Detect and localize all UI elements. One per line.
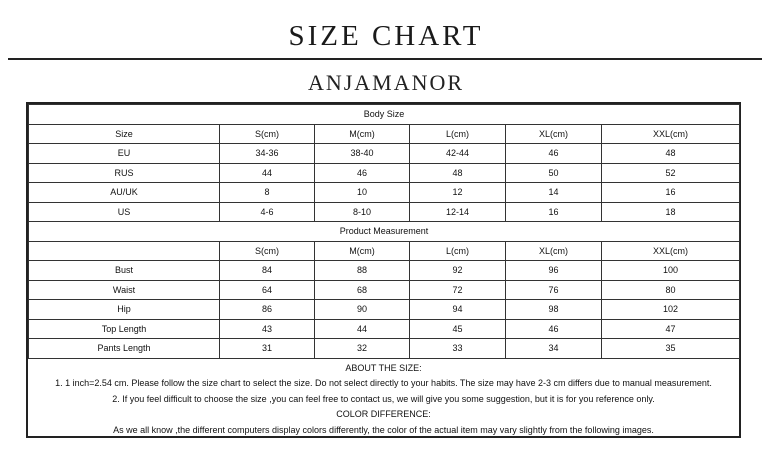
color-difference-note: As we all know ,the different computers display colors differently, the color of the actual item may vary slightly from the following images. <box>113 424 654 435</box>
color-difference-heading: COLOR DIFFERENCE: <box>336 409 431 419</box>
table-cell: 88 <box>315 261 410 281</box>
table-cell: 90 <box>315 300 410 320</box>
body-size-heading: Body Size <box>29 105 740 125</box>
table-cell: 96 <box>506 261 602 281</box>
table-cell: 84 <box>220 261 315 281</box>
table-row <box>29 339 740 359</box>
row-label: AU/UK <box>29 183 220 203</box>
row-label: Top Length <box>29 319 220 339</box>
table-cell: 34-36 <box>220 144 315 164</box>
table-cell: 16 <box>506 202 602 222</box>
table-cell: 50 <box>506 163 602 183</box>
row-label: Pants Length <box>29 339 220 359</box>
table-cell: 4-6 <box>220 202 315 222</box>
table-cell: 86 <box>220 300 315 320</box>
table-cell: 8-10 <box>315 202 410 222</box>
table-cell: 52 <box>602 163 740 183</box>
column-header: S(cm) <box>220 124 315 144</box>
table-cell: 102 <box>602 300 740 320</box>
column-header: L(cm) <box>410 241 506 261</box>
table-row <box>29 261 740 281</box>
row-label: Waist <box>29 280 220 300</box>
table-row <box>29 163 740 183</box>
table-cell: 42-44 <box>410 144 506 164</box>
table-cell: 44 <box>315 319 410 339</box>
table-row <box>29 300 740 320</box>
table-cell: 38-40 <box>315 144 410 164</box>
about-size-note-1: 1. 1 inch=2.54 cm. Please follow the size chart to select the size. Do not select directly to your habits. The size may have 2-3 cm differs due to manual measurement. <box>55 378 712 388</box>
table-cell: 64 <box>220 280 315 300</box>
table-cell: 47 <box>602 319 740 339</box>
table-cell: 48 <box>602 144 740 164</box>
table-cell: 45 <box>410 319 506 339</box>
table-cell: 12 <box>410 183 506 203</box>
table-cell: 98 <box>506 300 602 320</box>
table-cell: 16 <box>602 183 740 203</box>
table-cell: 72 <box>410 280 506 300</box>
product-measurement-heading-row <box>29 222 740 242</box>
table-cell: 46 <box>506 144 602 164</box>
table-cell: 68 <box>315 280 410 300</box>
table-row <box>29 319 740 339</box>
about-size-note-2: 2. If you feel difficult to choose the size ,you can feel free to contact us, we will give you some suggestion, but it is for you reference only. <box>112 393 655 404</box>
size-table <box>28 104 740 359</box>
product-measurement-heading: Product Measurement <box>29 222 740 242</box>
table-row <box>29 144 740 164</box>
column-header: M(cm) <box>315 241 410 261</box>
table-cell: 43 <box>220 319 315 339</box>
row-label: US <box>29 202 220 222</box>
notes-section <box>28 359 739 439</box>
column-header: L(cm) <box>410 124 506 144</box>
table-cell: 34 <box>506 339 602 359</box>
column-header: XXL(cm) <box>602 241 740 261</box>
column-header: Size <box>29 124 220 144</box>
table-cell: 14 <box>506 183 602 203</box>
table-cell: 92 <box>410 261 506 281</box>
table-cell: 10 <box>315 183 410 203</box>
row-label: EU <box>29 144 220 164</box>
column-header: S(cm) <box>220 241 315 261</box>
row-label: Hip <box>29 300 220 320</box>
column-header <box>29 241 220 261</box>
table-cell: 94 <box>410 300 506 320</box>
row-label: RUS <box>29 163 220 183</box>
column-header: XL(cm) <box>506 241 602 261</box>
column-header: XL(cm) <box>506 124 602 144</box>
table-cell: 76 <box>506 280 602 300</box>
table-cell: 18 <box>602 202 740 222</box>
page-title: SIZE CHART <box>288 20 484 52</box>
table-cell: 33 <box>410 339 506 359</box>
body-size-heading-row <box>29 105 740 125</box>
table-cell: 35 <box>602 339 740 359</box>
table-cell: 12-14 <box>410 202 506 222</box>
table-cell: 80 <box>602 280 740 300</box>
product-measurement-column-header-row <box>29 241 740 261</box>
body-size-column-header-row <box>29 124 740 144</box>
column-header: M(cm) <box>315 124 410 144</box>
table-cell: 31 <box>220 339 315 359</box>
table-row <box>29 202 740 222</box>
table-cell: 48 <box>410 163 506 183</box>
size-chart <box>26 102 741 438</box>
about-size-heading: ABOUT THE SIZE: <box>345 362 422 373</box>
table-cell: 100 <box>602 261 740 281</box>
table-cell: 46 <box>506 319 602 339</box>
column-header: XXL(cm) <box>602 124 740 144</box>
title-divider <box>8 58 762 60</box>
table-cell: 8 <box>220 183 315 203</box>
table-cell: 44 <box>220 163 315 183</box>
table-row <box>29 183 740 203</box>
table-row <box>29 280 740 300</box>
table-cell: 32 <box>315 339 410 359</box>
brand-name: ANJAMANOR <box>307 70 465 95</box>
row-label: Bust <box>29 261 220 281</box>
table-cell: 46 <box>315 163 410 183</box>
